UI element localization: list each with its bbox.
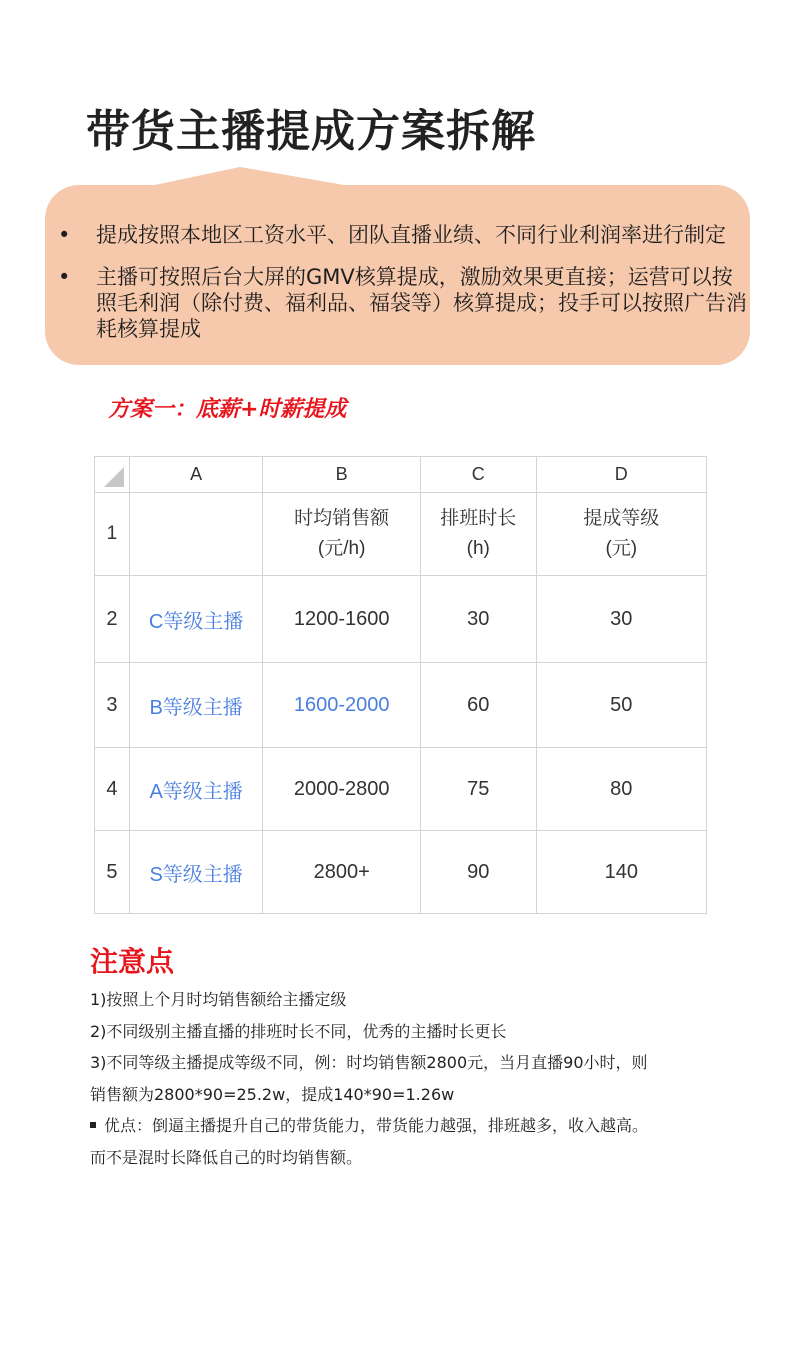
cell-c3[interactable]: 60 bbox=[420, 663, 536, 748]
cell-b2[interactable]: 1200-1600 bbox=[263, 576, 421, 663]
notes-list bbox=[90, 984, 730, 1173]
cell-text: (元) bbox=[605, 538, 638, 559]
table-row bbox=[95, 831, 707, 914]
column-header-d[interactable]: D bbox=[536, 457, 706, 493]
summary-bullet bbox=[58, 222, 748, 248]
note-line: 而不是混时长降低自己的时均销售额。 bbox=[90, 1147, 363, 1167]
cell-a2[interactable]: C等级主播 bbox=[129, 576, 263, 663]
summary-bullet-list bbox=[58, 222, 748, 342]
cell-d3[interactable]: 50 bbox=[536, 663, 706, 748]
cell-c5[interactable]: 90 bbox=[420, 831, 536, 914]
row-number[interactable]: 5 bbox=[95, 831, 130, 914]
column-header-row bbox=[95, 457, 707, 493]
table-row bbox=[95, 663, 707, 748]
bullet-text: 提成按照本地区工资水平、团队直播业绩、不同行业利润率进行制定 bbox=[96, 223, 726, 247]
note-line: 2)不同级别主播直播的排班时长不同，优秀的主播时长更长 bbox=[90, 1021, 507, 1041]
cell-c4[interactable]: 75 bbox=[420, 748, 536, 831]
note-text: 优点：倒逼主播提升自己的带货能力，带货能力越强，排班越多，收入越高。 bbox=[104, 1116, 649, 1135]
cell-c2[interactable]: 30 bbox=[420, 576, 536, 663]
select-all-corner[interactable] bbox=[95, 457, 130, 493]
note-line: 3)不同等级主播提成等级不同，例：时均销售额2800元，当月直播90小时，则 bbox=[90, 1053, 648, 1072]
cell-d1[interactable] bbox=[536, 493, 706, 576]
cell-d5[interactable]: 140 bbox=[536, 831, 706, 914]
callout-peak-shape bbox=[0, 0, 800, 200]
column-header-a[interactable]: A bbox=[129, 457, 263, 493]
cell-b5[interactable]: 2800+ bbox=[263, 831, 421, 914]
cell-a3[interactable]: B等级主播 bbox=[129, 663, 263, 748]
column-header-c[interactable]: C bbox=[420, 457, 536, 493]
square-bullet-icon bbox=[90, 1122, 96, 1128]
row-number[interactable]: 1 bbox=[95, 493, 130, 576]
table-row bbox=[95, 493, 707, 576]
cell-b1[interactable] bbox=[263, 493, 421, 576]
bullet-text: 主播可按照后台大屏的GMV核算提成，激励效果更直接；运营可以按照毛利润（除付费、福利品、福袋等）核算提成；投手可以按照广告消耗核算提成 bbox=[96, 265, 747, 341]
cell-d4[interactable]: 80 bbox=[536, 748, 706, 831]
cell-text: (h) bbox=[466, 538, 490, 559]
cell-b3[interactable]: 1600-2000 bbox=[263, 663, 421, 748]
cell-text: (元/h) bbox=[317, 538, 366, 559]
cell-a1[interactable] bbox=[129, 493, 263, 576]
note-line: 销售额为2800*90=25.2w，提成140*90=1.26w bbox=[90, 1084, 455, 1104]
table-row bbox=[95, 748, 707, 831]
cell-text: 提成等级 bbox=[583, 508, 660, 529]
cell-b4[interactable]: 2000-2800 bbox=[263, 748, 421, 831]
note-line-advantage bbox=[90, 1110, 730, 1142]
cell-text: 时均销售额 bbox=[294, 508, 390, 529]
note-line: 1)按照上个月时均销售额给主播定级 bbox=[90, 990, 347, 1009]
notes-title: 注意点 bbox=[90, 945, 175, 978]
row-number[interactable]: 3 bbox=[95, 663, 130, 748]
bullet-dot-icon: • bbox=[58, 265, 71, 289]
bullet-dot-icon: • bbox=[58, 223, 71, 247]
cell-d2[interactable]: 30 bbox=[536, 576, 706, 663]
page-title: 带货主播提成方案拆解 bbox=[86, 106, 536, 157]
column-header-b[interactable]: B bbox=[263, 457, 421, 493]
cell-c1[interactable] bbox=[420, 493, 536, 576]
row-number[interactable]: 4 bbox=[95, 748, 130, 831]
plan-title: 方案一：底薪+时薪提成 bbox=[108, 397, 347, 422]
table-row bbox=[95, 576, 707, 663]
cell-a4[interactable]: A等级主播 bbox=[129, 748, 263, 831]
summary-bullet bbox=[58, 264, 748, 342]
commission-spreadsheet bbox=[94, 456, 707, 914]
row-number[interactable]: 2 bbox=[95, 576, 130, 663]
cell-text: 排班时长 bbox=[440, 508, 517, 529]
select-all-triangle-icon bbox=[104, 467, 124, 487]
cell-a5[interactable]: S等级主播 bbox=[129, 831, 263, 914]
